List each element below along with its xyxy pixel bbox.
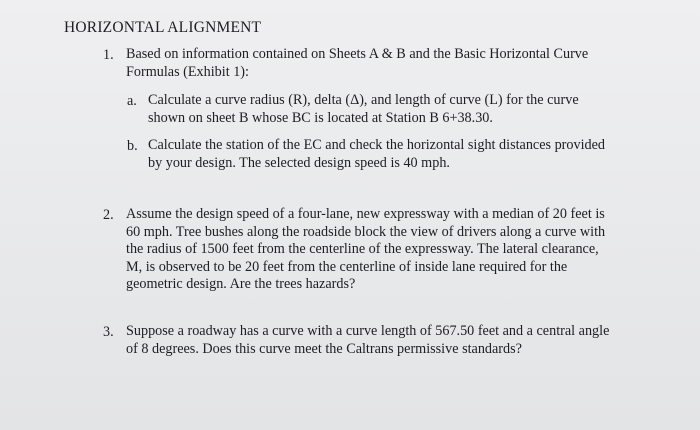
question-1-text: Based on information contained on Sheets A & B and the Basic Horizontal Curve Formulas (Exhibit 1): bbox=[126, 46, 589, 80]
question-1-number: 1. bbox=[103, 47, 114, 63]
question-3-text: Suppose a roadway has a curve with a curve length of 567.50 feet and a central angle of 8 degrees. Does this curve meet the Caltrans permissive standards? bbox=[126, 323, 610, 357]
question-2-number: 2. bbox=[103, 207, 114, 223]
question-1b-letter: b. bbox=[127, 138, 138, 154]
document-heading: HORIZONTAL ALIGNMENT bbox=[64, 19, 262, 36]
question-3-number: 3. bbox=[103, 324, 114, 340]
question-1a-text: Calculate a curve radius (R), delta (Δ), and length of curve (L) for the curve shown on sheet B whose BC is located at Station B 6+38.30. bbox=[148, 92, 579, 126]
question-2-text: Assume the design speed of a four-lane, new expressway with a median of 20 feet is 60 mph. Tree bushes along the roadside block the view of drivers along a curve with the radius of 1500 feet from the centerline of the expressway. The lateral clearance, M, is observed to be 20 feet from the centerline of inside lane required for the geometric design. Are the trees hazards? bbox=[126, 206, 606, 292]
question-1b-text: Calculate the station of the EC and check the horizontal sight distances provided by your design. The selected design speed is 40 mph. bbox=[148, 137, 606, 171]
question-1a-letter: a. bbox=[127, 93, 137, 109]
